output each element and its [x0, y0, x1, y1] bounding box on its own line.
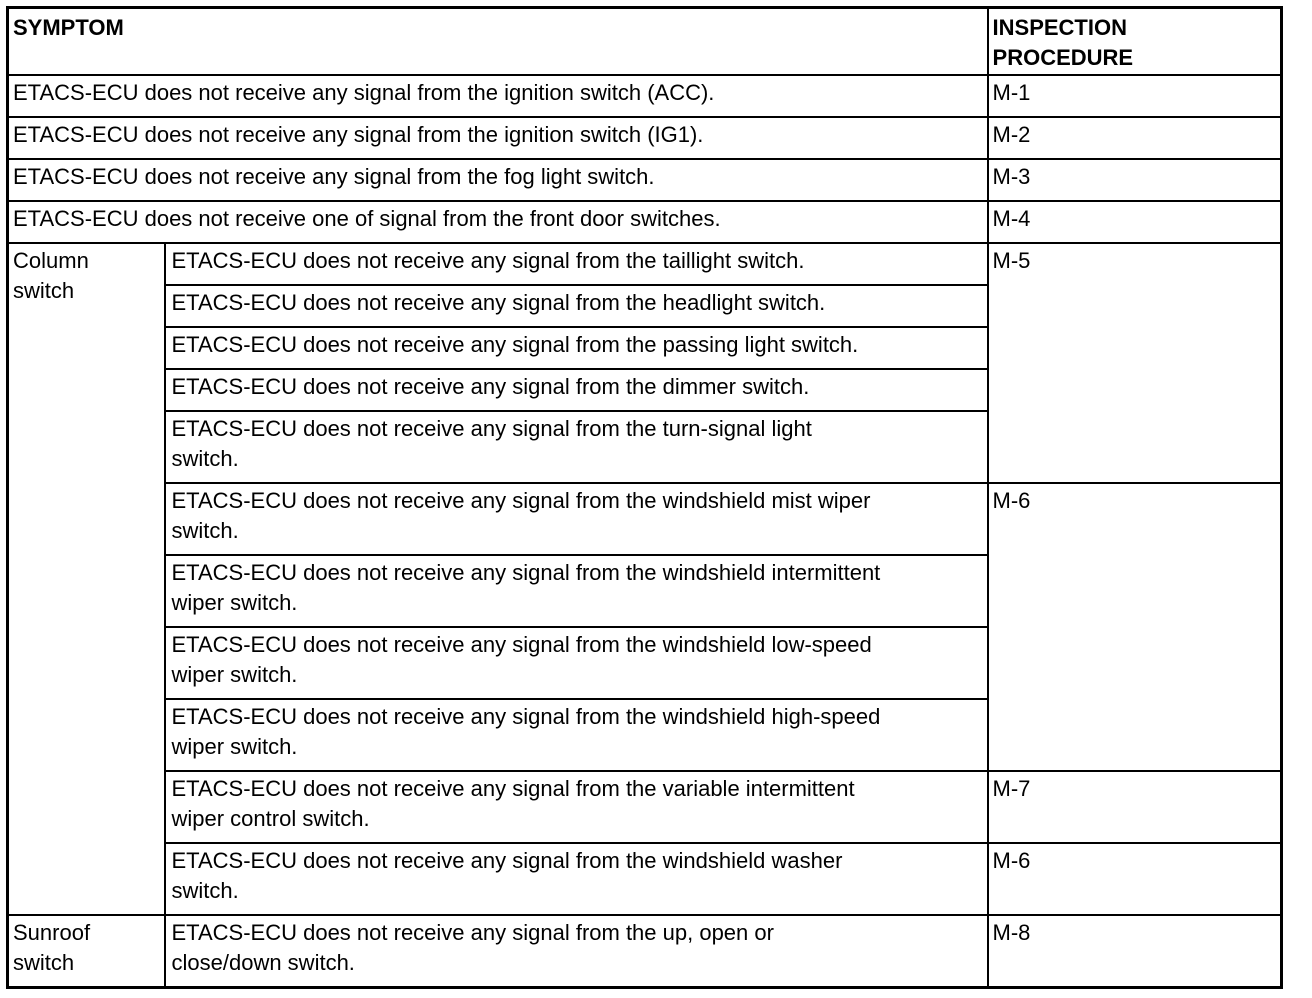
group-sunroof-switch: Sunroof switch	[8, 915, 165, 988]
symptom-cell: ETACS-ECU does not receive any signal from the headlight switch.	[165, 285, 988, 327]
table-row	[8, 159, 1282, 201]
symptom-cell: ETACS-ECU does not receive one of signal from the front door switches.	[8, 201, 988, 243]
symptom-cell: ETACS-ECU does not receive any signal from the windshield mist wiper switch.	[165, 483, 988, 555]
symptom-cell: ETACS-ECU does not receive any signal from the dimmer switch.	[165, 369, 988, 411]
procedure-cell: M-7	[988, 771, 1282, 843]
symptom-cell: ETACS-ECU does not receive any signal from the windshield washer switch.	[165, 843, 988, 915]
table-row	[8, 915, 1282, 988]
procedure-cell: M-5	[988, 243, 1282, 483]
symptom-cell: ETACS-ECU does not receive any signal from the windshield low-speed wiper switch.	[165, 627, 988, 699]
table-row	[8, 75, 1282, 117]
symptom-table	[6, 6, 1283, 989]
header-row	[8, 8, 1282, 76]
procedure-header: INSPECTION PROCEDURE	[988, 8, 1282, 76]
procedure-cell: M-2	[988, 117, 1282, 159]
procedure-cell: M-1	[988, 75, 1282, 117]
procedure-cell: M-4	[988, 201, 1282, 243]
table-row	[8, 771, 1282, 843]
group-column-switch: Column switch	[8, 243, 165, 915]
symptom-cell: ETACS-ECU does not receive any signal from the fog light switch.	[8, 159, 988, 201]
symptom-cell: ETACS-ECU does not receive any signal from the turn-signal light switch.	[165, 411, 988, 483]
symptom-cell: ETACS-ECU does not receive any signal from the passing light switch.	[165, 327, 988, 369]
symptom-cell: ETACS-ECU does not receive any signal from the ignition switch (ACC).	[8, 75, 988, 117]
symptom-cell: ETACS-ECU does not receive any signal from the up, open or close/down switch.	[165, 915, 988, 988]
symptom-cell: ETACS-ECU does not receive any signal from the windshield high-speed wiper switch.	[165, 699, 988, 771]
table-row	[8, 243, 1282, 285]
symptom-cell: ETACS-ECU does not receive any signal from the taillight switch.	[165, 243, 988, 285]
table-row	[8, 201, 1282, 243]
table-row	[8, 843, 1282, 915]
symptom-cell: ETACS-ECU does not receive any signal from the windshield intermittent wiper switch.	[165, 555, 988, 627]
table-row	[8, 117, 1282, 159]
symptom-header: SYMPTOM	[8, 8, 988, 76]
procedure-cell: M-3	[988, 159, 1282, 201]
procedure-cell: M-8	[988, 915, 1282, 988]
procedure-cell: M-6	[988, 843, 1282, 915]
symptom-cell: ETACS-ECU does not receive any signal from the ignition switch (IG1).	[8, 117, 988, 159]
procedure-cell: M-6	[988, 483, 1282, 771]
table-row	[8, 483, 1282, 555]
symptom-cell: ETACS-ECU does not receive any signal from the variable intermittent wiper control switch.	[165, 771, 988, 843]
